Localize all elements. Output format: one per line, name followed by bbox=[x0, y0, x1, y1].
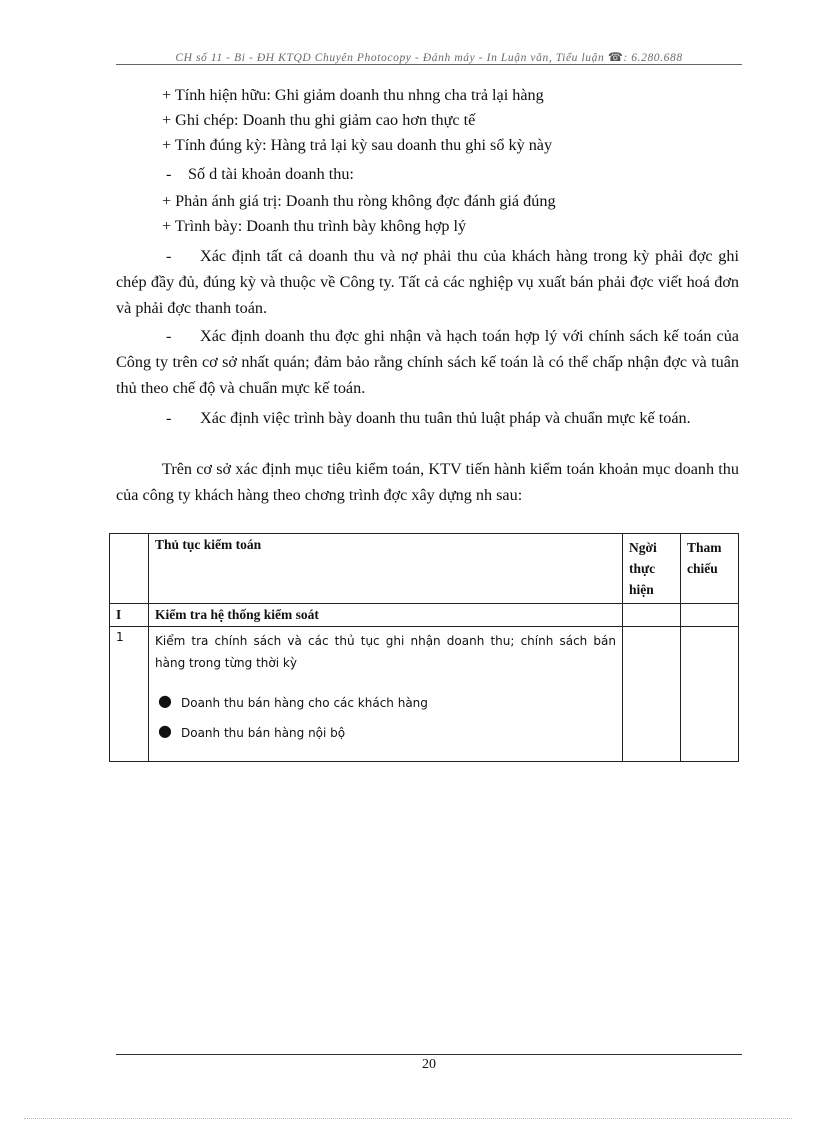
dash-marker: - bbox=[166, 409, 172, 427]
bullet-icon: ● bbox=[158, 721, 172, 740]
text-line: + Tính đúng kỳ: Hàng trả lại kỳ sau doanh thu ghi sổ kỳ này bbox=[162, 136, 553, 154]
text-line-content: Số d tài khoản doanh thu: bbox=[188, 165, 354, 183]
header-text: CH số 11 - Bi - ĐH KTQD Chuyên Photocopy - Đánh máy - In Luận văn, Tiểu luận bbox=[175, 52, 605, 64]
bullet-icon: ● bbox=[158, 691, 172, 710]
procedure-text: Kiểm tra chính sách và các thủ tục ghi nhận doanh thu; chính sách bán hàng trong từng thời kỳ bbox=[155, 634, 616, 670]
text-line bbox=[166, 164, 354, 184]
text-line: + Tính hiện hữu: Ghi giảm doanh thu nhng cha trả lại hàng bbox=[162, 86, 544, 104]
table-header-cell: Thủ tục kiểm toán bbox=[149, 534, 623, 604]
table-row bbox=[110, 627, 739, 762]
row-number: 1 bbox=[110, 627, 149, 762]
text-line: + Phản ánh giá trị: Doanh thu ròng không đợc đánh giá đúng bbox=[162, 192, 556, 210]
dash-marker: - bbox=[166, 165, 172, 183]
list-item-text: Doanh thu bán hàng nội bộ bbox=[181, 726, 346, 740]
text-line: + Ghi chép: Doanh thu ghi giảm cao hơn thực tế bbox=[162, 111, 476, 129]
table-header-cell: Ngời thực hiện bbox=[623, 534, 681, 604]
footer-rule bbox=[116, 1054, 742, 1055]
paragraph bbox=[116, 243, 739, 321]
dash-marker: - bbox=[166, 247, 172, 265]
table-row bbox=[110, 604, 739, 627]
list-item bbox=[155, 692, 616, 714]
table-header-row bbox=[110, 534, 739, 604]
paragraph bbox=[116, 405, 739, 431]
table-cell bbox=[623, 604, 681, 627]
paragraph bbox=[116, 456, 739, 508]
audit-procedure-table bbox=[109, 533, 739, 762]
list-item-text: Doanh thu bán hàng cho các khách hàng bbox=[181, 696, 428, 710]
table-header-cell: Tham chiếu bbox=[681, 534, 739, 604]
phone-icon: ☎ bbox=[607, 50, 624, 64]
list-item bbox=[155, 722, 616, 744]
page-header bbox=[116, 50, 742, 65]
section-title: Kiểm tra hệ thống kiểm soát bbox=[149, 604, 623, 627]
paragraph bbox=[116, 323, 739, 401]
procedure-cell bbox=[149, 627, 623, 762]
header-phone-number: : 6.280.688 bbox=[623, 52, 683, 64]
page-edge-dots bbox=[24, 1118, 792, 1119]
header-rule bbox=[116, 64, 742, 65]
page-number: 20 bbox=[422, 1057, 436, 1072]
paragraph-text: Xác định tất cả doanh thu và nợ phải thu của khách hàng trong kỳ phải đợc ghi chép đầy đủ, đúng kỳ và thuộc về Công ty. Tất cả các nghiệp vụ xuất bán phải đợc viết hoá đơn và phải đợc thanh toán. bbox=[116, 247, 739, 317]
paragraph-text: Xác định doanh thu đợc ghi nhận và hạch toán hợp lý với chính sách kế toán của Công ty trên cơ sở nhất quán; đảm bảo rằng chính sách kế toán là có thể chấp nhận đợc và tuân thủ theo chế độ và chuẩn mực kế toán. bbox=[116, 327, 739, 397]
dash-marker: - bbox=[166, 327, 172, 345]
bullet-list bbox=[155, 692, 616, 744]
table-cell bbox=[623, 627, 681, 762]
table-cell bbox=[681, 627, 739, 762]
text-line: + Trình bày: Doanh thu trình bày không hợp lý bbox=[162, 217, 467, 235]
table-header-cell bbox=[110, 534, 149, 604]
table-cell bbox=[681, 604, 739, 627]
section-number: I bbox=[110, 604, 149, 627]
paragraph-text: Xác định việc trình bày doanh thu tuân thủ luật pháp và chuẩn mực kế toán. bbox=[200, 409, 691, 427]
paragraph-text: Trên cơ sở xác định mục tiêu kiểm toán, KTV tiến hành kiểm toán khoản mục doanh thu của công ty khách hàng theo chơng trình đợc xây dựng nh sau: bbox=[116, 460, 739, 504]
